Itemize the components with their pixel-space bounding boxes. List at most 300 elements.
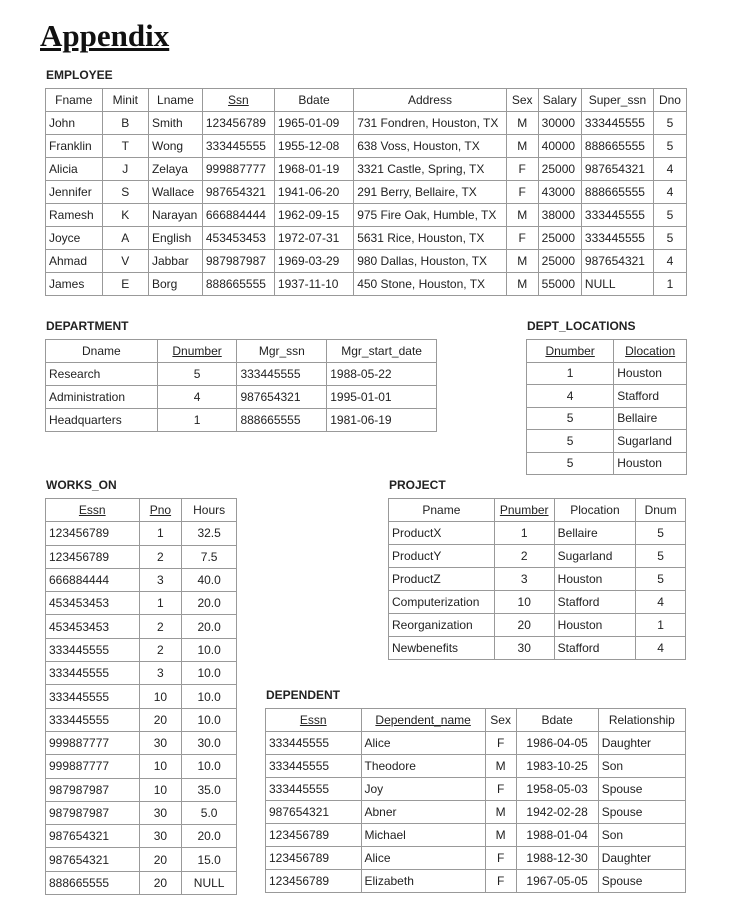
column-header bbox=[237, 340, 327, 363]
table-cell: 123456789 bbox=[202, 112, 274, 135]
column-header-label: Mgr_start_date bbox=[341, 344, 422, 358]
table-cell: F bbox=[506, 158, 538, 181]
table-row bbox=[46, 568, 237, 591]
table-cell: 333445555 bbox=[46, 685, 140, 708]
column-header bbox=[157, 340, 237, 363]
table-cell: 20 bbox=[139, 708, 182, 731]
table-row bbox=[527, 385, 687, 408]
table-cell: Wong bbox=[148, 135, 202, 158]
table-cell: 3 bbox=[139, 662, 182, 685]
table-cell: F bbox=[506, 227, 538, 250]
column-header bbox=[581, 89, 653, 112]
table-cell: 30 bbox=[139, 801, 182, 824]
table-cell: 1962-09-15 bbox=[274, 204, 353, 227]
table-row bbox=[46, 638, 237, 661]
works-on-table bbox=[45, 498, 237, 895]
table-cell: Elizabeth bbox=[361, 870, 485, 893]
table-row bbox=[527, 362, 687, 385]
employee-header-row bbox=[46, 89, 687, 112]
table-cell: 10 bbox=[139, 778, 182, 801]
column-header bbox=[361, 709, 485, 732]
table-cell: F bbox=[485, 778, 516, 801]
dependent-header-row bbox=[266, 709, 686, 732]
table-cell: 35.0 bbox=[182, 778, 237, 801]
column-header bbox=[354, 89, 507, 112]
table-cell: 43000 bbox=[538, 181, 581, 204]
table-cell: 1968-01-19 bbox=[274, 158, 353, 181]
column-header bbox=[46, 340, 158, 363]
table-cell: 55000 bbox=[538, 273, 581, 296]
table-cell: B bbox=[102, 112, 148, 135]
column-header-label: Dname bbox=[82, 344, 121, 358]
column-header bbox=[274, 89, 353, 112]
table-cell: 20 bbox=[494, 614, 554, 637]
table-cell: F bbox=[485, 732, 516, 755]
table-cell: 333445555 bbox=[46, 662, 140, 685]
column-header-label: Hours bbox=[193, 503, 226, 518]
department-table bbox=[45, 339, 437, 432]
table-cell: Ahmad bbox=[46, 250, 103, 273]
works-on-header-row bbox=[46, 499, 237, 522]
table-cell: M bbox=[506, 112, 538, 135]
table-cell: 40000 bbox=[538, 135, 581, 158]
table-cell: 333445555 bbox=[266, 732, 362, 755]
table-cell: 987654321 bbox=[581, 250, 653, 273]
table-cell: 30.0 bbox=[182, 731, 237, 754]
table-cell: E bbox=[102, 273, 148, 296]
column-header-label: Dlocation bbox=[625, 343, 676, 358]
table-row bbox=[46, 871, 237, 894]
table-cell: 987654321 bbox=[237, 386, 327, 409]
table-cell: 20.0 bbox=[182, 825, 237, 848]
table-cell: M bbox=[485, 824, 516, 847]
table-cell: 4 bbox=[653, 250, 686, 273]
table-row bbox=[389, 545, 686, 568]
column-header bbox=[636, 499, 686, 522]
table-row bbox=[389, 637, 686, 660]
table-cell: 4 bbox=[157, 386, 237, 409]
table-cell: 987654321 bbox=[266, 801, 362, 824]
table-cell: 987654321 bbox=[46, 848, 140, 871]
table-cell: 987654321 bbox=[202, 181, 274, 204]
table-cell: 5 bbox=[653, 227, 686, 250]
column-header-label: Sex bbox=[511, 93, 533, 107]
table-cell: 888665555 bbox=[46, 871, 140, 894]
table-cell: Bellaire bbox=[614, 407, 687, 430]
table-cell: 888665555 bbox=[237, 409, 327, 432]
column-header-label: Pname bbox=[422, 503, 461, 517]
table-cell: 333445555 bbox=[266, 755, 362, 778]
table-cell: 5 bbox=[636, 522, 686, 545]
table-cell: 450 Stone, Houston, TX bbox=[354, 273, 507, 296]
table-cell: 123456789 bbox=[266, 824, 362, 847]
table-row bbox=[46, 363, 437, 386]
table-cell: Stafford bbox=[614, 385, 687, 408]
table-cell: 980 Dallas, Houston, TX bbox=[354, 250, 507, 273]
table-cell: 333445555 bbox=[202, 135, 274, 158]
table-cell: 453453453 bbox=[202, 227, 274, 250]
table-cell: 10.0 bbox=[182, 755, 237, 778]
table-cell: 1969-03-29 bbox=[274, 250, 353, 273]
table-cell: 333445555 bbox=[266, 778, 362, 801]
table-cell: 2 bbox=[139, 545, 182, 568]
table-cell: Son bbox=[598, 824, 685, 847]
column-header-label: Relationship bbox=[608, 713, 675, 727]
column-header-label: Salary bbox=[542, 93, 577, 107]
table-cell: 30000 bbox=[538, 112, 581, 135]
table-row bbox=[46, 685, 237, 708]
table-cell: 975 Fire Oak, Humble, TX bbox=[354, 204, 507, 227]
table-cell: 38000 bbox=[538, 204, 581, 227]
column-header-label: Dno bbox=[658, 93, 681, 107]
table-cell: 10.0 bbox=[182, 685, 237, 708]
table-cell: 638 Voss, Houston, TX bbox=[354, 135, 507, 158]
table-cell: Sugarland bbox=[554, 545, 636, 568]
table-cell: 1988-01-04 bbox=[516, 824, 598, 847]
table-cell: 1981-06-19 bbox=[327, 409, 437, 432]
table-row bbox=[46, 825, 237, 848]
table-cell: Joy bbox=[361, 778, 485, 801]
table-cell: 666884444 bbox=[46, 568, 140, 591]
table-cell: Bellaire bbox=[554, 522, 636, 545]
table-cell: Son bbox=[598, 755, 685, 778]
table-cell: ProductZ bbox=[389, 568, 495, 591]
table-cell: 888665555 bbox=[202, 273, 274, 296]
table-row bbox=[527, 407, 687, 430]
table-row bbox=[46, 545, 237, 568]
table-cell: Spouse bbox=[598, 870, 685, 893]
column-header-label: Dependent_name bbox=[375, 713, 471, 727]
table-cell: 30 bbox=[139, 825, 182, 848]
column-header-label: Pnumber bbox=[499, 503, 549, 517]
table-cell: Theodore bbox=[361, 755, 485, 778]
table-row bbox=[46, 409, 437, 432]
table-cell: 2 bbox=[139, 615, 182, 638]
table-cell: S bbox=[102, 181, 148, 204]
column-header bbox=[389, 499, 495, 522]
column-header bbox=[506, 89, 538, 112]
table-cell: 25000 bbox=[538, 227, 581, 250]
table-cell: 1 bbox=[636, 614, 686, 637]
column-header bbox=[202, 89, 274, 112]
table-cell: M bbox=[506, 135, 538, 158]
column-header-label: Bdate bbox=[541, 713, 573, 727]
table-cell: 3 bbox=[494, 568, 554, 591]
employee-table-title: EMPLOYEE bbox=[46, 68, 113, 82]
column-header-label: Ssn bbox=[228, 93, 249, 107]
table-cell: 1 bbox=[157, 409, 237, 432]
table-cell: 123456789 bbox=[266, 847, 362, 870]
table-row bbox=[46, 592, 237, 615]
table-row bbox=[46, 181, 687, 204]
column-header-label: Plocation bbox=[570, 503, 620, 517]
dept-locations-table bbox=[526, 339, 687, 475]
table-cell: 40.0 bbox=[182, 568, 237, 591]
table-cell: 888665555 bbox=[581, 135, 653, 158]
table-cell: Borg bbox=[148, 273, 202, 296]
column-header bbox=[516, 709, 598, 732]
table-cell: 10.0 bbox=[182, 662, 237, 685]
table-cell: 1972-07-31 bbox=[274, 227, 353, 250]
table-cell: 987987987 bbox=[46, 801, 140, 824]
table-cell: 5 bbox=[653, 112, 686, 135]
table-cell: 5631 Rice, Houston, TX bbox=[354, 227, 507, 250]
table-row bbox=[46, 801, 237, 824]
column-header bbox=[494, 499, 554, 522]
table-cell: 1955-12-08 bbox=[274, 135, 353, 158]
table-cell: 1983-10-25 bbox=[516, 755, 598, 778]
table-cell: M bbox=[506, 250, 538, 273]
table-cell: Ramesh bbox=[46, 204, 103, 227]
table-cell: English bbox=[148, 227, 202, 250]
table-cell: Spouse bbox=[598, 801, 685, 824]
table-row bbox=[266, 847, 686, 870]
table-cell: 20.0 bbox=[182, 615, 237, 638]
table-cell: 10 bbox=[139, 685, 182, 708]
dept-locations-header-row bbox=[527, 340, 687, 363]
table-cell: 333445555 bbox=[581, 112, 653, 135]
table-cell: 333445555 bbox=[237, 363, 327, 386]
table-cell: 1 bbox=[494, 522, 554, 545]
table-cell: 2 bbox=[139, 638, 182, 661]
column-header bbox=[554, 499, 636, 522]
table-cell: Narayan bbox=[148, 204, 202, 227]
table-row bbox=[46, 848, 237, 871]
department-header-row bbox=[46, 340, 437, 363]
table-cell: Alice bbox=[361, 847, 485, 870]
column-header-label: Essn bbox=[78, 503, 106, 518]
table-cell: 10.0 bbox=[182, 708, 237, 731]
table-cell: 25000 bbox=[538, 158, 581, 181]
table-cell: 30 bbox=[139, 731, 182, 754]
table-cell: Research bbox=[46, 363, 158, 386]
project-header-row bbox=[389, 499, 686, 522]
table-cell: 1 bbox=[139, 592, 182, 615]
table-cell: 999887777 bbox=[202, 158, 274, 181]
table-cell: Wallace bbox=[148, 181, 202, 204]
table-cell: 1 bbox=[527, 362, 614, 385]
department-table-title: DEPARTMENT bbox=[46, 319, 129, 333]
column-header bbox=[327, 340, 437, 363]
table-cell: Stafford bbox=[554, 591, 636, 614]
project-table-title: PROJECT bbox=[389, 478, 446, 492]
table-cell: 999887777 bbox=[46, 755, 140, 778]
table-cell: Administration bbox=[46, 386, 158, 409]
table-cell: 4 bbox=[653, 181, 686, 204]
table-cell: 1 bbox=[653, 273, 686, 296]
table-row bbox=[46, 615, 237, 638]
column-header-label: Essn bbox=[299, 713, 327, 727]
table-cell: Houston bbox=[554, 614, 636, 637]
table-cell: 987654321 bbox=[581, 158, 653, 181]
column-header-label: Address bbox=[407, 93, 452, 107]
table-cell: 4 bbox=[636, 637, 686, 660]
table-cell: 1958-05-03 bbox=[516, 778, 598, 801]
table-cell: 1988-05-22 bbox=[327, 363, 437, 386]
project-table bbox=[388, 498, 686, 660]
column-header-label: Mgr_ssn bbox=[258, 344, 305, 358]
table-cell: Jennifer bbox=[46, 181, 103, 204]
table-cell: Computerization bbox=[389, 591, 495, 614]
table-cell: 333445555 bbox=[581, 204, 653, 227]
table-cell: J bbox=[102, 158, 148, 181]
dependent-table bbox=[265, 708, 686, 893]
table-cell: Abner bbox=[361, 801, 485, 824]
table-row bbox=[527, 452, 687, 475]
table-cell: 5 bbox=[527, 430, 614, 453]
table-cell: 25000 bbox=[538, 250, 581, 273]
column-header-label: Lname bbox=[157, 93, 194, 107]
table-row bbox=[46, 778, 237, 801]
table-cell: 453453453 bbox=[46, 615, 140, 638]
table-cell: 5 bbox=[527, 452, 614, 475]
table-row bbox=[46, 250, 687, 273]
table-cell: 987987987 bbox=[46, 778, 140, 801]
table-cell: Houston bbox=[614, 452, 687, 475]
table-cell: 333445555 bbox=[581, 227, 653, 250]
column-header bbox=[102, 89, 148, 112]
table-cell: 987987987 bbox=[202, 250, 274, 273]
table-cell: 4 bbox=[653, 158, 686, 181]
table-cell: M bbox=[485, 801, 516, 824]
table-cell: A bbox=[102, 227, 148, 250]
table-cell: F bbox=[485, 847, 516, 870]
table-cell: 5 bbox=[653, 135, 686, 158]
table-row bbox=[46, 522, 237, 545]
table-cell: 3321 Castle, Spring, TX bbox=[354, 158, 507, 181]
table-cell: 5.0 bbox=[182, 801, 237, 824]
table-cell: M bbox=[506, 204, 538, 227]
table-cell: Stafford bbox=[554, 637, 636, 660]
table-cell: Daughter bbox=[598, 847, 685, 870]
works-on-table-title: WORKS_ON bbox=[46, 478, 117, 492]
table-cell: 123456789 bbox=[266, 870, 362, 893]
table-row bbox=[46, 158, 687, 181]
table-cell: Joyce bbox=[46, 227, 103, 250]
column-header-label: Minit bbox=[112, 93, 138, 107]
table-cell: 20 bbox=[139, 871, 182, 894]
column-header bbox=[538, 89, 581, 112]
table-cell: 999887777 bbox=[46, 731, 140, 754]
table-cell: 1 bbox=[139, 522, 182, 545]
table-cell: 888665555 bbox=[581, 181, 653, 204]
table-cell: Smith bbox=[148, 112, 202, 135]
table-cell: V bbox=[102, 250, 148, 273]
column-header bbox=[614, 340, 687, 363]
table-cell: Alicia bbox=[46, 158, 103, 181]
table-cell: 4 bbox=[527, 385, 614, 408]
table-cell: 10 bbox=[139, 755, 182, 778]
column-header-label: Pno bbox=[149, 503, 172, 518]
table-cell: 1988-12-30 bbox=[516, 847, 598, 870]
table-cell: T bbox=[102, 135, 148, 158]
table-row bbox=[46, 112, 687, 135]
table-cell: 10 bbox=[494, 591, 554, 614]
table-cell: Franklin bbox=[46, 135, 103, 158]
column-header bbox=[46, 499, 140, 522]
table-cell: Jabbar bbox=[148, 250, 202, 273]
table-cell: Sugarland bbox=[614, 430, 687, 453]
table-cell: 4 bbox=[636, 591, 686, 614]
table-row bbox=[389, 522, 686, 545]
table-row bbox=[46, 273, 687, 296]
table-cell: 20.0 bbox=[182, 592, 237, 615]
table-cell: Newbenefits bbox=[389, 637, 495, 660]
table-row bbox=[46, 708, 237, 731]
table-cell: 7.5 bbox=[182, 545, 237, 568]
table-cell: 5 bbox=[636, 545, 686, 568]
table-cell: NULL bbox=[182, 871, 237, 894]
table-cell: 10.0 bbox=[182, 638, 237, 661]
table-row bbox=[266, 824, 686, 847]
table-cell: F bbox=[485, 870, 516, 893]
table-row bbox=[46, 135, 687, 158]
table-cell: NULL bbox=[581, 273, 653, 296]
table-cell: Alice bbox=[361, 732, 485, 755]
table-cell: 5 bbox=[527, 407, 614, 430]
column-header bbox=[527, 340, 614, 363]
table-cell: 123456789 bbox=[46, 545, 140, 568]
table-cell: M bbox=[485, 755, 516, 778]
table-cell: 291 Berry, Bellaire, TX bbox=[354, 181, 507, 204]
column-header bbox=[653, 89, 686, 112]
table-cell: F bbox=[506, 181, 538, 204]
table-row bbox=[527, 430, 687, 453]
table-cell: Houston bbox=[614, 362, 687, 385]
table-cell: Zelaya bbox=[148, 158, 202, 181]
table-cell: M bbox=[506, 273, 538, 296]
table-cell: Michael bbox=[361, 824, 485, 847]
table-row bbox=[46, 731, 237, 754]
page-title: Appendix bbox=[40, 18, 170, 53]
table-cell: 5 bbox=[157, 363, 237, 386]
table-cell: 453453453 bbox=[46, 592, 140, 615]
column-header-label: Fname bbox=[55, 93, 93, 107]
table-cell: 3 bbox=[139, 568, 182, 591]
table-cell: 123456789 bbox=[46, 522, 140, 545]
table-row bbox=[266, 801, 686, 824]
employee-table bbox=[45, 88, 687, 296]
column-header-label: Sex bbox=[490, 713, 511, 727]
table-row bbox=[46, 755, 237, 778]
table-cell: Headquarters bbox=[46, 409, 158, 432]
dependent-table-title: DEPENDENT bbox=[266, 688, 341, 702]
dept-locations-table-title: DEPT_LOCATIONS bbox=[527, 319, 636, 333]
table-row bbox=[389, 591, 686, 614]
table-cell: John bbox=[46, 112, 103, 135]
table-cell: Daughter bbox=[598, 732, 685, 755]
table-cell: Spouse bbox=[598, 778, 685, 801]
column-header bbox=[598, 709, 685, 732]
column-header bbox=[266, 709, 362, 732]
table-cell: Reorganization bbox=[389, 614, 495, 637]
table-cell: 5 bbox=[653, 204, 686, 227]
table-cell: 1967-05-05 bbox=[516, 870, 598, 893]
table-cell: 1937-11-10 bbox=[274, 273, 353, 296]
column-header-label: Bdate bbox=[298, 93, 330, 107]
table-cell: 666884444 bbox=[202, 204, 274, 227]
table-row bbox=[389, 614, 686, 637]
table-cell: 15.0 bbox=[182, 848, 237, 871]
column-header bbox=[46, 89, 103, 112]
table-cell: 2 bbox=[494, 545, 554, 568]
table-cell: James bbox=[46, 273, 103, 296]
table-row bbox=[266, 732, 686, 755]
column-header bbox=[139, 499, 182, 522]
column-header-label: Super_ssn bbox=[588, 93, 647, 107]
table-cell: 30 bbox=[494, 637, 554, 660]
table-cell: 5 bbox=[636, 568, 686, 591]
